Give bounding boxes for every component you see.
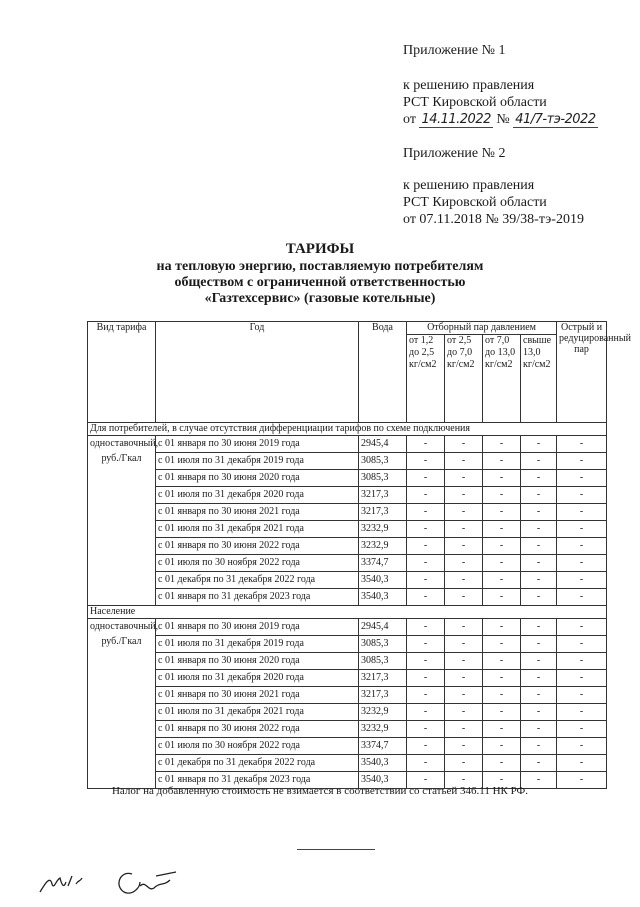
section-population-row (88, 606, 607, 619)
dash-cell: - (445, 687, 483, 704)
header-steam-2: от 2,5 до 7,0 кг/см2 (445, 335, 483, 423)
appendix-2-label: Приложение № 2 (403, 146, 506, 161)
dash-cell: - (445, 619, 483, 636)
dash-cell: - (521, 772, 557, 789)
signature-scribble-icon (36, 862, 186, 902)
tariff-kind: одноставочный, руб./Гкал (88, 619, 156, 789)
dash-cell: - (483, 687, 521, 704)
period-cell: с 01 января по 31 декабря 2023 года (156, 589, 359, 606)
table-row (88, 521, 607, 538)
period-cell: с 01 января по 30 июня 2020 года (156, 653, 359, 670)
period-cell: с 01 июля по 31 декабря 2021 года (156, 704, 359, 721)
ref-number-sign: № (496, 112, 510, 127)
water-value-cell: 2945,4 (359, 436, 407, 453)
period-cell: с 01 января по 31 декабря 2023 года (156, 772, 359, 789)
tariff-kind: одноставочный, руб./Гкал (88, 436, 156, 606)
dash-cell: - (445, 555, 483, 572)
dash-cell: - (483, 636, 521, 653)
table-row (88, 436, 607, 453)
dash-cell: - (521, 636, 557, 653)
period-cell: с 01 января по 30 июня 2019 года (156, 619, 359, 636)
header-water: Вода (359, 322, 407, 423)
table-row (88, 538, 607, 555)
ref-from-word: от (403, 112, 416, 127)
subtitle-line-3: «Газтехсервис» (газовые котельные) (204, 291, 436, 306)
dash-cell: - (483, 521, 521, 538)
header-steam: Отборный пар давлением (407, 322, 557, 335)
water-value-cell: 3374,7 (359, 555, 407, 572)
water-value-cell: 3085,3 (359, 470, 407, 487)
period-cell: с 01 июля по 31 декабря 2021 года (156, 521, 359, 538)
dash-cell: - (557, 538, 607, 555)
period-cell: с 01 января по 30 июня 2021 года (156, 687, 359, 704)
subtitle-line-1: на тепловую энергию, поставляемую потребителям (156, 259, 484, 274)
water-value-cell: 3540,3 (359, 589, 407, 606)
water-value-cell: 3232,9 (359, 521, 407, 538)
dash-cell: - (557, 453, 607, 470)
dash-cell: - (521, 436, 557, 453)
period-cell: с 01 января по 30 июня 2021 года (156, 504, 359, 521)
dash-cell: - (407, 538, 445, 555)
decision-label-2: к решению правления (403, 178, 535, 193)
water-value-cell: 3232,9 (359, 721, 407, 738)
dash-cell: - (407, 453, 445, 470)
dash-cell: - (557, 772, 607, 789)
signature-mark (36, 862, 186, 907)
dash-cell: - (445, 572, 483, 589)
dash-cell: - (521, 687, 557, 704)
dash-cell: - (483, 721, 521, 738)
header-steam-4: свыше 13,0 кг/см2 (521, 335, 557, 423)
dash-cell: - (557, 636, 607, 653)
table-row (88, 619, 607, 636)
dash-cell: - (483, 487, 521, 504)
table-row (88, 555, 607, 572)
handwritten-date: 14.11.2022 (421, 112, 491, 127)
dash-cell: - (557, 487, 607, 504)
dash-cell: - (407, 470, 445, 487)
dash-cell: - (445, 755, 483, 772)
dash-cell: - (445, 772, 483, 789)
period-cell: с 01 декабря по 31 декабря 2022 года (156, 755, 359, 772)
rst-label-2: РСТ Кировской области (403, 195, 547, 210)
dash-cell: - (483, 704, 521, 721)
dash-cell: - (445, 636, 483, 653)
dash-cell: - (557, 521, 607, 538)
period-cell: с 01 июля по 30 ноября 2022 года (156, 555, 359, 572)
water-value-cell: 3232,9 (359, 704, 407, 721)
dash-cell: - (445, 504, 483, 521)
vat-note: Налог на добавленную стоимость не взимается в соответствии со статьей 346.11 НК РФ. (111, 785, 529, 797)
dash-cell: - (483, 772, 521, 789)
signature-divider (297, 849, 375, 850)
dash-cell: - (557, 555, 607, 572)
table-header-row-1 (88, 322, 607, 335)
dash-cell: - (557, 589, 607, 606)
dash-cell: - (557, 755, 607, 772)
dash-cell: - (483, 619, 521, 636)
dash-cell: - (521, 738, 557, 755)
period-cell: с 01 июля по 31 декабря 2020 года (156, 487, 359, 504)
decision-ref-1 (403, 111, 598, 128)
water-value-cell: 3217,3 (359, 487, 407, 504)
period-cell: с 01 декабря по 31 декабря 2022 года (156, 572, 359, 589)
tariff-table (87, 321, 631, 789)
period-cell: с 01 июля по 31 декабря 2020 года (156, 670, 359, 687)
dash-cell: - (445, 436, 483, 453)
period-cell: с 01 июля по 30 ноября 2022 года (156, 738, 359, 755)
dash-cell: - (521, 555, 557, 572)
dash-cell: - (483, 572, 521, 589)
dash-cell: - (483, 738, 521, 755)
dash-cell: - (557, 436, 607, 453)
dash-cell: - (445, 653, 483, 670)
period-cell: с 01 января по 30 июня 2019 года (156, 436, 359, 453)
dash-cell: - (521, 538, 557, 555)
dash-cell: - (445, 521, 483, 538)
dash-cell: - (521, 704, 557, 721)
table-row (88, 470, 607, 487)
dash-cell: - (445, 721, 483, 738)
dash-cell: - (407, 636, 445, 653)
dash-cell: - (407, 521, 445, 538)
dash-cell: - (407, 687, 445, 704)
dash-cell: - (521, 755, 557, 772)
water-value-cell: 3085,3 (359, 653, 407, 670)
dash-cell: - (407, 738, 445, 755)
table-row (88, 704, 607, 721)
dash-cell: - (521, 470, 557, 487)
water-value-cell: 3217,3 (359, 687, 407, 704)
consumers-tariff-rows (88, 436, 607, 606)
header-steam-3: от 7,0 до 13,0 кг/см2 (483, 335, 521, 423)
dash-cell: - (407, 670, 445, 687)
table-row (88, 687, 607, 704)
dash-cell: - (407, 504, 445, 521)
water-value-cell: 3540,3 (359, 772, 407, 789)
dash-cell: - (557, 738, 607, 755)
table-row (88, 670, 607, 687)
dash-cell: - (483, 504, 521, 521)
dash-cell: - (407, 436, 445, 453)
dash-cell: - (557, 670, 607, 687)
dash-cell: - (557, 619, 607, 636)
handwritten-number: 41/7-тэ-2022 (515, 112, 596, 127)
dash-cell: - (521, 504, 557, 521)
dash-cell: - (557, 572, 607, 589)
water-value-cell: 3217,3 (359, 670, 407, 687)
dash-cell: - (407, 487, 445, 504)
water-value-cell: 3085,3 (359, 636, 407, 653)
header-steam-1: от 1,2 до 2,5 кг/см2 (407, 335, 445, 423)
dash-cell: - (521, 487, 557, 504)
table-row (88, 636, 607, 653)
dash-cell: - (445, 538, 483, 555)
dash-cell: - (521, 670, 557, 687)
water-value-cell: 3374,7 (359, 738, 407, 755)
period-cell: с 01 января по 30 июня 2022 года (156, 721, 359, 738)
period-cell: с 01 января по 30 июня 2022 года (156, 538, 359, 555)
dash-cell: - (445, 453, 483, 470)
header-year: Год (156, 322, 359, 423)
document-title: ТАРИФЫ (285, 241, 355, 257)
section-population: Население (88, 606, 607, 619)
decision-label-1: к решению правления (403, 78, 535, 93)
section-consumers: Для потребителей, в случае отсутствия дифференциации тарифов по схеме подключения (88, 423, 607, 436)
appendix-1-label: Приложение № 1 (403, 43, 506, 58)
subtitle-line-2: обществом с ограниченной ответственностью (174, 275, 466, 290)
table-row (88, 589, 607, 606)
dash-cell: - (483, 670, 521, 687)
water-value-cell: 3540,3 (359, 572, 407, 589)
water-value-cell: 3540,3 (359, 755, 407, 772)
rst-label-1: РСТ Кировской области (403, 95, 547, 110)
dash-cell: - (521, 589, 557, 606)
table-row (88, 721, 607, 738)
population-tariff-rows (88, 619, 607, 789)
dash-cell: - (407, 755, 445, 772)
table-row (88, 504, 607, 521)
dash-cell: - (483, 436, 521, 453)
table-row (88, 755, 607, 772)
table-row (88, 738, 607, 755)
dash-cell: - (445, 704, 483, 721)
period-cell: с 01 января по 30 июня 2020 года (156, 470, 359, 487)
dash-cell: - (407, 572, 445, 589)
table-row (88, 572, 607, 589)
water-value-cell: 3217,3 (359, 504, 407, 521)
dash-cell: - (407, 721, 445, 738)
dash-cell: - (557, 704, 607, 721)
table-row (88, 487, 607, 504)
header-kind: Вид тарифа (88, 322, 156, 423)
dash-cell: - (407, 653, 445, 670)
dash-cell: - (557, 653, 607, 670)
dash-cell: - (557, 687, 607, 704)
dash-cell: - (483, 453, 521, 470)
water-value-cell: 3085,3 (359, 453, 407, 470)
dash-cell: - (407, 619, 445, 636)
dash-cell: - (521, 721, 557, 738)
dash-cell: - (557, 721, 607, 738)
dash-cell: - (445, 487, 483, 504)
table-row (88, 653, 607, 670)
dash-cell: - (445, 738, 483, 755)
dash-cell: - (445, 470, 483, 487)
dash-cell: - (521, 521, 557, 538)
period-cell: с 01 июля по 31 декабря 2019 года (156, 453, 359, 470)
water-value-cell: 3232,9 (359, 538, 407, 555)
dash-cell: - (483, 470, 521, 487)
dash-cell: - (483, 653, 521, 670)
dash-cell: - (483, 589, 521, 606)
dash-cell: - (407, 704, 445, 721)
dash-cell: - (407, 772, 445, 789)
header-sharp-steam: Острый и редуцированный пар (557, 322, 607, 423)
dash-cell: - (557, 470, 607, 487)
dash-cell: - (407, 589, 445, 606)
water-value-cell: 2945,4 (359, 619, 407, 636)
dash-cell: - (521, 453, 557, 470)
dash-cell: - (483, 755, 521, 772)
section-consumers-row (88, 423, 607, 436)
dash-cell: - (521, 572, 557, 589)
period-cell: с 01 июля по 31 декабря 2019 года (156, 636, 359, 653)
decision-ref-2: от 07.11.2018 № 39/38-тэ-2019 (403, 212, 584, 227)
dash-cell: - (407, 555, 445, 572)
dash-cell: - (521, 653, 557, 670)
dash-cell: - (521, 619, 557, 636)
table-row (88, 453, 607, 470)
dash-cell: - (557, 504, 607, 521)
dash-cell: - (445, 670, 483, 687)
dash-cell: - (445, 589, 483, 606)
dash-cell: - (483, 538, 521, 555)
dash-cell: - (483, 555, 521, 572)
